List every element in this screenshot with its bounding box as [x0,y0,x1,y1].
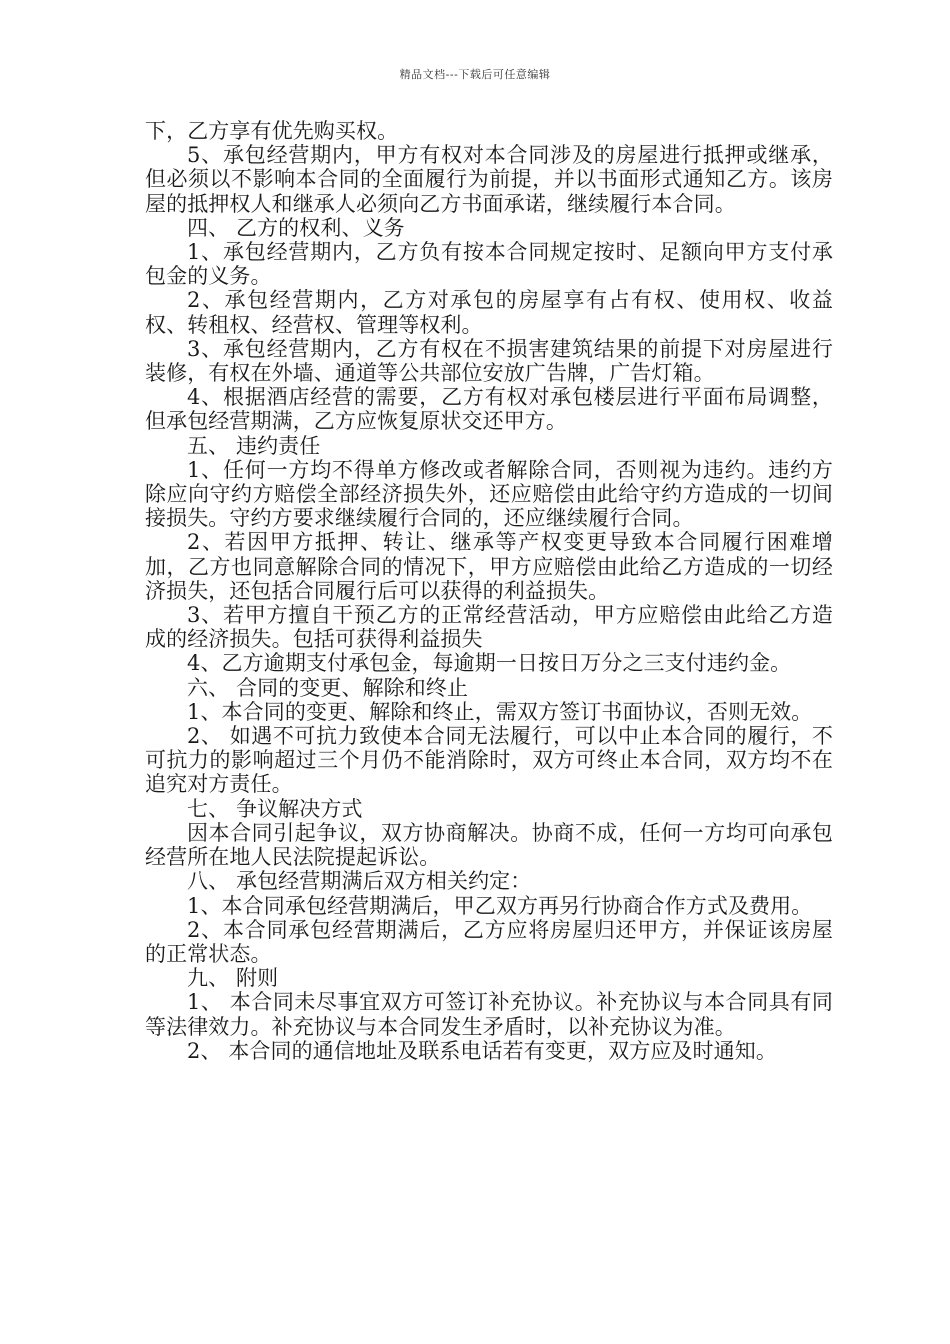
paragraph: 4、根据酒店经营的需要，乙方有权对承包楼层进行平面布局调整，但承包经营期满，乙方应恢复原状交还甲方。 [145,385,833,434]
paragraph: 2、本合同承包经营期满后，乙方应将房屋归还甲方，并保证该房屋的正常状态。 [145,917,833,966]
paragraph: 3、承包经营期内，乙方有权在不损害建筑结果的前提下对房屋进行装修，有权在外墙、通道等公共部位安放广告牌，广告灯箱。 [145,336,833,386]
section-heading: 六、 合同的变更、解除和终止 [187,675,469,700]
paragraph: 5、承包经营期内，甲方有权对本合同涉及的房屋进行抵押或继承，但必须以不影响本合同的全面履行为前提，并以书面形式通知乙方。该房屋的抵押权人和继承人必须向乙方书面承诺，继续履行本合同。 [145,143,833,216]
document-body [145,119,833,1063]
section-heading: 五、 违约责任 [187,433,321,458]
paragraph: 1、承包经营期内，乙方负有按本合同规定按时、足额向甲方支付承包金的义务。 [145,240,833,289]
paragraph: 4、乙方逾期支付承包金，每逾期一日按日万分之三支付违约金。 [187,651,792,676]
paragraph: 2、 本合同的通信地址及联系电话若有变更，双方应及时通知。 [187,1038,777,1063]
section-heading: 七、 争议解决方式 [187,796,363,821]
paragraph: 3、若甲方擅自干预乙方的正常经营活动，甲方应赔偿由此给乙方造成的经济损失。包括可获得利益损失 [145,603,833,652]
paragraph: 下，乙方享有优先购买权。 [145,119,399,143]
paragraph: 1、本合同的变更、解除和终止，需双方签订书面协议，否则无效。 [187,699,813,724]
paragraph: 2、承包经营期内，乙方对承包的房屋享有占有权、使用权、收益权、转租权、经营权、管理等权利。 [145,288,833,337]
section-heading: 四、 乙方的权利、义务 [187,215,405,240]
paragraph: 2、 如遇不可抗力致使本合同无法履行，可以中止本合同的履行，不可抗力的影响超过三个月仍不能消除时，双方可终止本合同，双方均不在追究对方责任。 [145,724,833,797]
paragraph: 1、任何一方均不得单方修改或者解除合同，否则视为违约。违约方除应向守约方赔偿全部经济损失外，还应赔偿由此给守约方造成的一切间接损失。守约方要求继续履行合同的，还应继续履行合同。 [145,457,833,531]
paragraph: 2、若因甲方抵押、转让、继承等产权变更导致本合同履行困难增加，乙方也同意解除合同的情况下，甲方应赔偿由此给乙方造成的一切经济损失，还包括合同履行后可以获得的利益损失。 [145,530,833,603]
page-header: 精品文档---下载后可任意编辑 [399,68,551,81]
paragraph: 1、本合同承包经营期满后，甲乙双方再另行协商合作方式及费用。 [187,893,813,918]
section-heading: 八、 承包经营期满后双方相关约定： [187,869,532,894]
section-heading: 九、 附则 [187,966,279,991]
paragraph: 1、 本合同未尽事宜双方可签订补充协议。补充协议与本合同具有同等法律效力。补充协议与本合同发生矛盾时，以补充协议为准。 [145,990,833,1039]
paragraph: 因本合同引起争议，双方协商解决。协商不成，任何一方均可向承包经营所在地人民法院提起诉讼。 [145,820,833,870]
